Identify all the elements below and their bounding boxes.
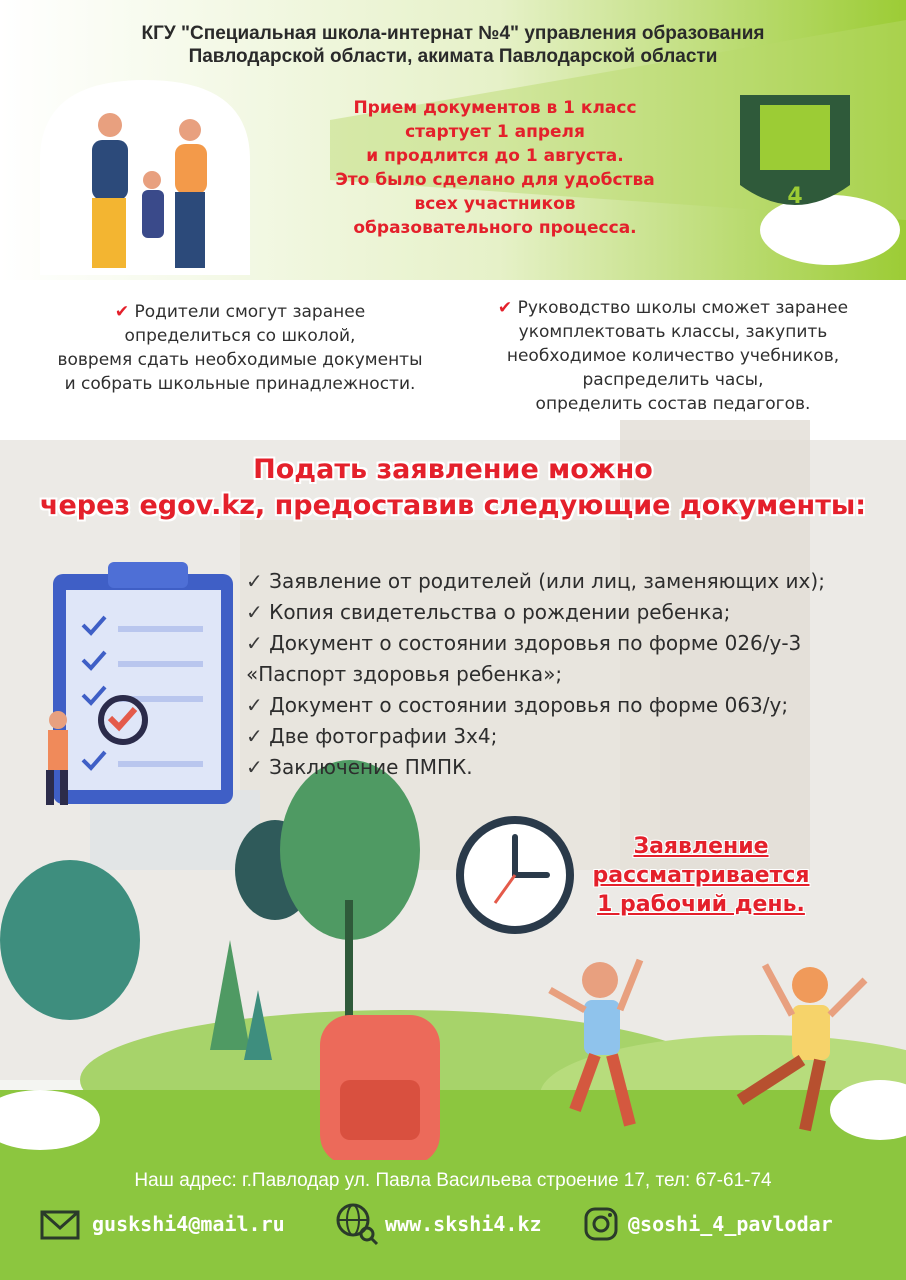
check-icon: ✓ [246, 724, 263, 748]
document-item: ✓ Копия свидетельства о рождении ребенка; [246, 600, 731, 624]
check-icon: ✓ [246, 693, 263, 717]
benefit-line: укомплектовать классы, закупить [518, 322, 828, 342]
document-item: ✓ Документ о состоянии здоровья по форме 026/у-3 [246, 631, 802, 655]
parents-benefits [20, 300, 460, 396]
review-line: Заявление [633, 834, 769, 859]
intro-line: и продлится до 1 августа. [366, 146, 624, 166]
intro-line: Это было сделано для удобства [335, 170, 655, 190]
benefit-line: определиться со школой, [124, 326, 356, 346]
intro-line: стартует 1 апреля [405, 122, 585, 142]
check-icon: ✔ [497, 298, 513, 318]
clock-icon [455, 815, 575, 935]
school-benefits [458, 296, 888, 416]
benefit-line: и собрать школьные принадлежности. [64, 374, 416, 394]
globe-search-icon [335, 1202, 379, 1246]
check-icon: ✓ [246, 755, 263, 779]
mail-icon [40, 1206, 80, 1242]
review-note [586, 832, 816, 919]
benefit-line: Родители смогут заранее [134, 302, 366, 322]
check-icon: ✓ [246, 569, 263, 593]
review-line: рассматривается [592, 863, 810, 888]
check-icon: ✓ [246, 631, 263, 655]
org-line-1: КГУ "Специальная школа-интернат №4" управления образования [141, 23, 765, 44]
document-item: ✓ Заключение ПМПК. [246, 755, 473, 779]
intro-line: Прием документов в 1 класс [353, 98, 637, 118]
documents-list [246, 566, 896, 783]
benefit-line: вовремя сдать необходимые документы [57, 350, 423, 370]
apply-line-1: Подать заявление можно [253, 454, 653, 485]
apply-heading [0, 452, 906, 524]
intro-text [300, 96, 690, 240]
website-link[interactable]: www.skshi4.kz [385, 1212, 542, 1236]
check-icon: ✔ [114, 302, 130, 322]
org-line-2: Павлодарской области, акимата Павлодарской области [188, 46, 718, 67]
benefit-line: распределить часы, [582, 370, 764, 390]
benefit-line: Руководство школы сможет заранее [517, 298, 849, 318]
school-emblem [740, 95, 850, 225]
review-line: 1 рабочий день. [597, 892, 805, 917]
document-item: ✓ Документ о состоянии здоровья по форме 063/у; [246, 693, 789, 717]
benefit-line: необходимое количество учебников, [506, 346, 840, 366]
document-item: ✓ Заявление от родителей (или лиц, заменяющих их); [246, 569, 825, 593]
email-link[interactable]: guskshi4@mail.ru [92, 1212, 285, 1236]
address: Наш адрес: г.Павлодар ул. Павла Васильева строение 17, тел: 67-61-74 [134, 1170, 772, 1191]
document-item: ✓ Две фотографии 3х4; [246, 724, 498, 748]
instagram-icon [583, 1206, 619, 1242]
kids-illustration [540, 940, 880, 1140]
check-icon: ✓ [246, 600, 263, 624]
document-item-continuation: «Паспорт здоровья ребенка»; [246, 662, 563, 686]
benefit-line: определить состав педагогов. [535, 394, 811, 414]
clipboard-illustration [28, 540, 243, 810]
family-illustration [40, 80, 250, 280]
apply-line-2: через egov.kz, предоставив следующие документы: [39, 490, 867, 521]
intro-line: образовательного процесса. [353, 218, 637, 238]
intro-line: всех участников [414, 194, 576, 214]
instagram-link[interactable]: @soshi_4_pavlodar [628, 1212, 833, 1236]
emblem-number: 4 [787, 184, 803, 209]
organization-name [0, 22, 906, 68]
